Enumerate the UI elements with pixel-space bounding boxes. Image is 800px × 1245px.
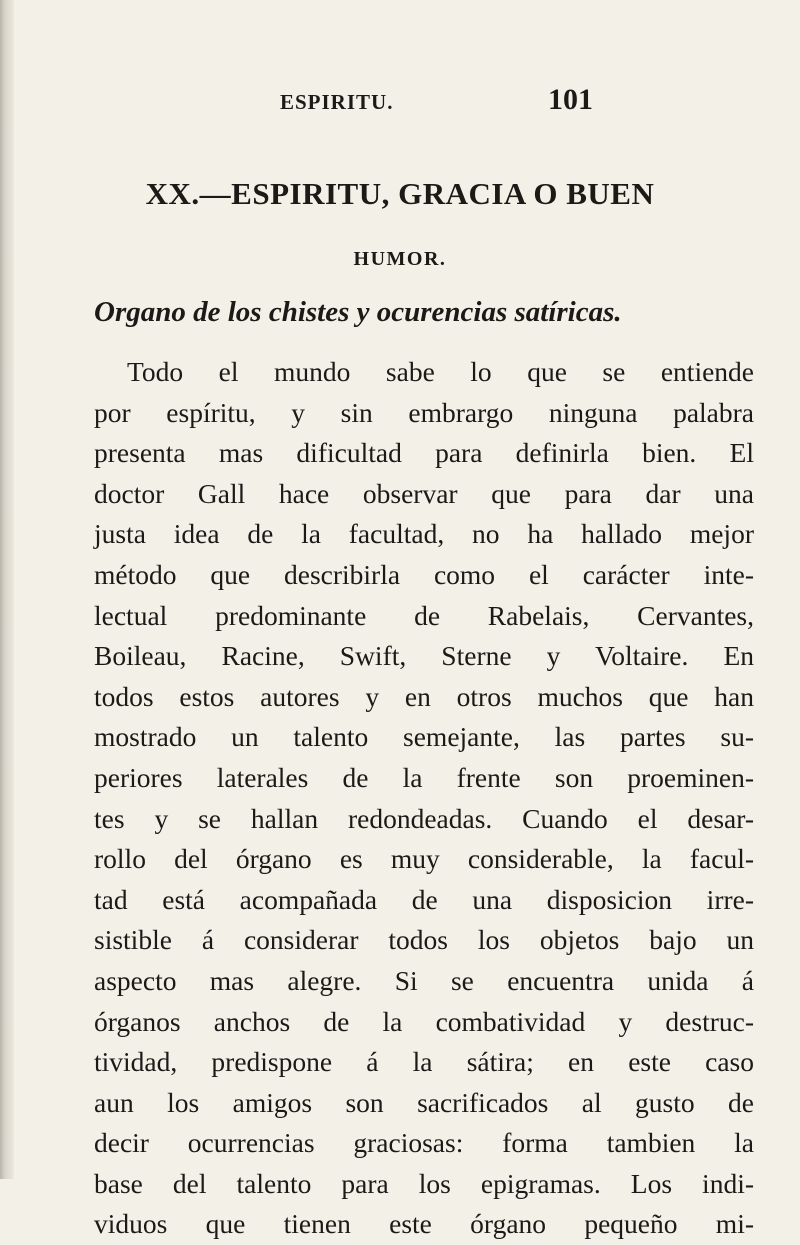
text-line: Todo el mundo sabe lo que se entiende	[127, 356, 754, 387]
text-line: aun los amigos son sacrificados al gusto de	[94, 1086, 754, 1118]
text-line: sistible á considerar todos los objetos bajo un	[94, 924, 754, 956]
text-line: todos estos autores y en otros muchos que han	[94, 680, 754, 712]
text-line: tividad, predispone á la sátira; en este caso	[94, 1046, 754, 1078]
chapter-subtitle: HUMOR.	[353, 248, 447, 270]
page-number: 101	[548, 83, 593, 116]
text-line: tes y se hallan redondeadas. Cuando el desar-	[94, 802, 754, 834]
text-line: órganos anchos de la combatividad y destruc-	[94, 1005, 754, 1037]
text-line: por espíritu, y sin embrargo ninguna palabra	[94, 396, 754, 428]
text-line: decir ocurrencias graciosas: forma tambien la	[94, 1127, 754, 1159]
running-title: ESPIRITU.	[280, 90, 394, 114]
text-line: periores laterales de la frente son proeminen-	[94, 761, 754, 793]
chapter-title: XX.—ESPIRITU, GRACIA O BUEN	[145, 176, 655, 211]
text-line: viduos que tienen este órgano pequeño mi-	[94, 1208, 754, 1240]
body-paragraph	[94, 352, 754, 1245]
text-line: tad está acompañada de una disposicion irre-	[94, 883, 754, 915]
text-line: justa idea de la facultad, no ha hallado mejor	[94, 518, 754, 550]
running-header	[0, 80, 800, 120]
text-line: rollo del órgano es muy considerable, la facul-	[94, 843, 754, 875]
text-line: método que describirla como el carácter inte-	[94, 558, 754, 590]
text-line: lectual predominante de Rabelais, Cervantes,	[94, 599, 754, 631]
text-line: doctor Gall hace observar que para dar una	[94, 477, 754, 509]
text-line: Boileau, Racine, Swift, Sterne y Voltaire. En	[94, 640, 754, 672]
text-line: presenta mas dificultad para definirla bien. El	[94, 437, 754, 469]
text-line: aspecto mas alegre. Si se encuentra unida á	[94, 964, 754, 996]
text-line: base del talento para los epigramas. Los indi-	[94, 1167, 754, 1199]
section-heading: Organo de los chistes y ocurencias satíricas.	[94, 296, 622, 328]
text-line: mostrado un talento semejante, las partes su-	[94, 721, 754, 753]
